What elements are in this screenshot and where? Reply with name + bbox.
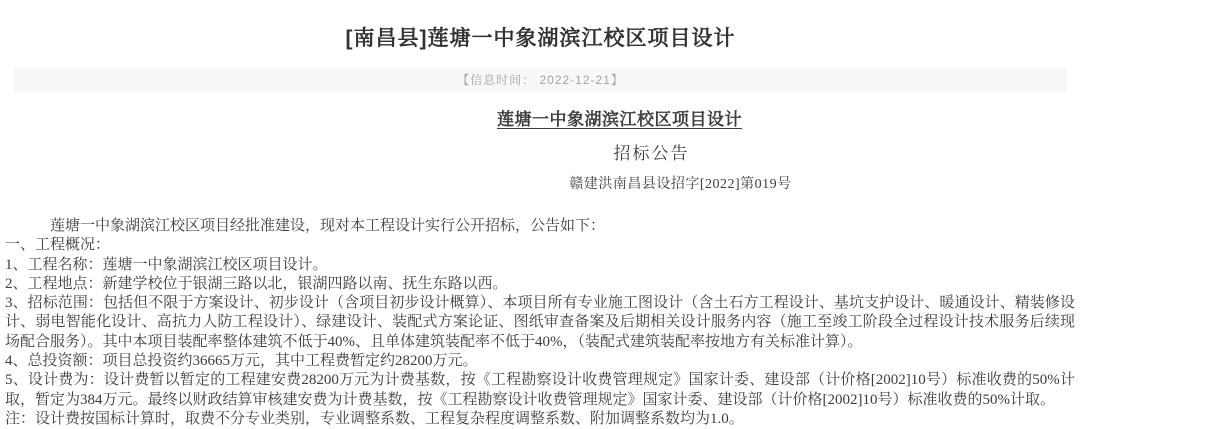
page-title: [南昌县]莲塘一中象湖滨江校区项目设计	[345, 27, 736, 50]
intro-paragraph: 莲塘一中象湖滨江校区项目经批准建设，现对本工程设计实行公开招标，公告如下：	[50, 218, 606, 234]
notice-item-location: 2、工程地点：新建学校位于银湖三路以北，银湖四路以南、抚生东路以西。	[5, 275, 508, 292]
notice-item-design-fee: 5、设计费为：设计费暂以暂定的工程建安费28200万元为计费基数，按《工程勘察设计收费管理规定》国家计委、建设部（计价格[2002]10号）标准收费的50%计取，暂定为384万元。最终以财政结算审核建安费为计费基数，按《工程勘察设计收费管理规定》国家计委、建设部（计价格[2002]10号）标准收费的50%计取。	[5, 372, 1075, 408]
notice-header	[0, 110, 1081, 194]
notice-item-name: 1、工程名称：莲塘一中象湖滨江校区项目设计。	[5, 256, 328, 273]
notice-document-number: 赣建洪南昌县设招字[2022]第019号	[569, 177, 792, 192]
notice-item-investment: 4、总投资额：项目总投资约36665万元，其中工程费暂定约28200万元。	[5, 353, 478, 370]
notice-item-scope: 3、招标范围：包括但不限于方案设计、初步设计（含项目初步设计概算）、本项目所有专业施工图设计（含土石方工程设计、基坑支护设计、暖通设计、精装修设计、弱电智能化设计、高抗力人防工程设计）、绿建设计、装配式方案论证、图纸审查备案及后期相关设计服务内容（施工至竣工阶段全过程设计技术服务后续现场配合服务）。其中本项目装配率整体建筑不低于40%、且单体建筑装配率不低于40%，（装配式建筑装配率按地方有关标准计算）。	[5, 295, 1075, 350]
section-heading: 一、工程概况：	[5, 237, 111, 254]
info-time-label: 【信息时间： 2022-12-21】	[457, 73, 624, 87]
notice-title: 莲塘一中象湖滨江校区项目设计	[497, 110, 742, 129]
notice-body	[0, 217, 1081, 429]
notice-item-note: 注：设计费按国标计算时，取费不分专业类别，专业调整系数、工程复杂程度调整系数、附加调整系数均为1.0。	[5, 410, 744, 427]
info-bar	[14, 67, 1067, 93]
notice-subtitle: 招标公告	[613, 144, 690, 163]
